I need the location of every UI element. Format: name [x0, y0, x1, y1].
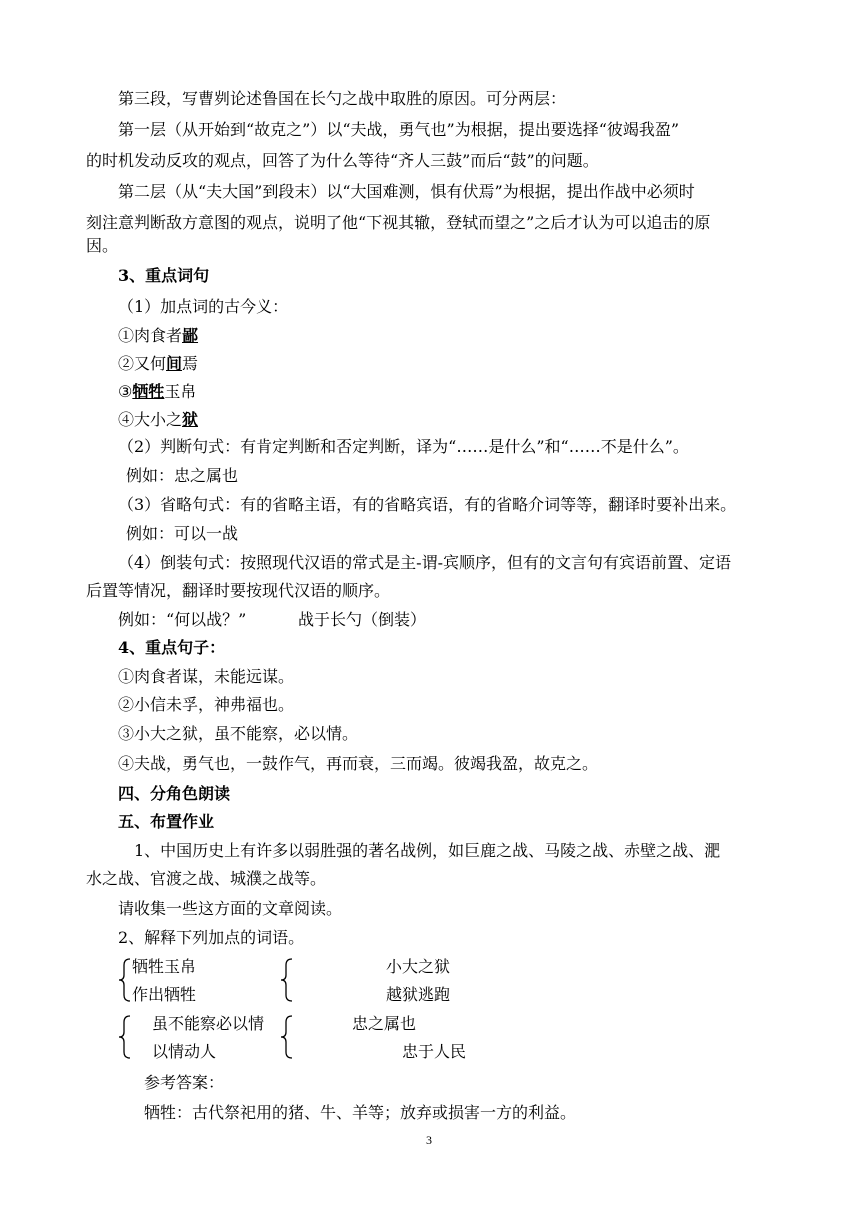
inversion-rule-line2: 后置等情况，翻译时要按现代汉语的顺序。 [86, 581, 391, 600]
gloss-group1-item1: 牺牲玉帛 [132, 957, 197, 976]
para3-layer1-line1: 第一层（从开始到“故克之”）以“夫战，勇气也”为根据，提出要选择“彼竭我盈” [118, 120, 680, 139]
homework-2: 2、解释下列加点的词语。 [118, 928, 305, 947]
word-item-text: ④大小之 [118, 410, 183, 429]
gloss-group2-item2: 越狱逃跑 [386, 985, 451, 1004]
judgment-example: 例如：忠之属也 [126, 466, 239, 485]
left-brace-icon [116, 1014, 132, 1060]
key-words-heading: 3、重点词句 [118, 266, 210, 285]
inversion-example-2: 战于长勺（倒装） [298, 610, 427, 629]
key-sentences-heading: 4、重点句子： [118, 638, 226, 657]
dotted-word: 牺牲 [132, 382, 165, 401]
word-item-text: 焉 [182, 354, 199, 373]
omission-sentence-rule: （3）省略句式：有的省略主语，有的省略宾语，有的省略介词等等，翻译时要补出来。 [118, 495, 737, 514]
ancient-modern-subheading: （1）加点词的古今义： [118, 297, 289, 316]
dotted-word: 间 [166, 354, 183, 373]
gloss-group4-item1: 忠之属也 [352, 1014, 417, 1033]
word-item-text: ②又何 [118, 354, 167, 373]
dotted-word: 狱 [182, 410, 199, 429]
judgment-sentence-rule: （2）判断句式：有肯定判断和否定判断，译为“……是什么”和“……不是什么”。 [118, 437, 689, 456]
inversion-rule-line1: （4）倒装句式：按照现代汉语的常式是主-谓-宾顺序，但有的文言句有宾语前置、定语 [118, 553, 731, 572]
homework-1-line3: 请收集一些这方面的文章阅读。 [118, 899, 343, 918]
para3-layer1-line2: 的时机发动反攻的观点，回答了为什么等待“齐人三鼓”而后“鼓”的问题。 [86, 151, 599, 170]
word-item-3 [118, 382, 196, 402]
answer-1: 牺牲：古代祭祀用的猪、牛、羊等；放弃或损害一方的利益。 [144, 1103, 577, 1122]
omission-example: 例如：可以一战 [126, 524, 239, 543]
sentence-1: ①肉食者谋，未能远谋。 [118, 667, 295, 686]
left-brace-icon [278, 957, 294, 1003]
word-item-text: ③ [118, 382, 133, 401]
para3-layer2-line3: 因。 [86, 236, 119, 255]
page-number: 3 [426, 1133, 432, 1147]
para3-intro: 第三段，写曹刿论述鲁国在长勺之战中取胜的原因。可分两层： [118, 89, 567, 108]
gloss-group3-item2: 以情动人 [152, 1042, 217, 1061]
gloss-group3-item1: 虽不能察必以情 [152, 1014, 265, 1033]
left-brace-icon [116, 957, 132, 1003]
sentence-3: ③小大之狱，虽不能察，必以情。 [118, 724, 359, 743]
homework-1-line1: 1、中国历史上有许多以弱胜强的著名战例，如巨鹿之战、马陵之战、赤壁之战、淝 [134, 841, 721, 860]
gloss-group2-item1: 小大之狱 [386, 957, 451, 976]
section-five-heading: 五、布置作业 [118, 812, 215, 831]
para3-layer2-line2: 刻注意判断敌方意图的观点，说明了他“下视其辙，登轼而望之”之后才认为可以追击的原 [86, 213, 711, 232]
word-item-2 [118, 354, 198, 374]
section-four-heading: 四、分角色朗读 [118, 784, 231, 803]
para3-layer2-line1: 第二层（从“夫大国”到段末）以“大国难测，惧有伏焉”为根据，提出作战中必须时 [118, 182, 695, 201]
homework-1-line2: 水之战、官渡之战、城濮之战等。 [86, 869, 327, 888]
word-item-text: ①肉食者 [118, 326, 183, 345]
word-item-4 [118, 410, 198, 430]
inversion-example-1: 例如：“何以战？” [118, 610, 247, 629]
word-item-1 [118, 326, 198, 346]
dotted-word: 鄙 [182, 326, 199, 345]
gloss-group4-item2: 忠于人民 [402, 1042, 467, 1061]
sentence-2: ②小信未孚，神弗福也。 [118, 695, 295, 714]
answer-label: 参考答案： [144, 1073, 225, 1092]
left-brace-icon [278, 1014, 294, 1060]
sentence-4: ④夫战，勇气也，一鼓作气，再而衰，三而竭。彼竭我盈，故克之。 [118, 754, 599, 773]
gloss-group1-item2: 作出牺牲 [132, 985, 197, 1004]
word-item-text: 玉帛 [164, 382, 197, 401]
